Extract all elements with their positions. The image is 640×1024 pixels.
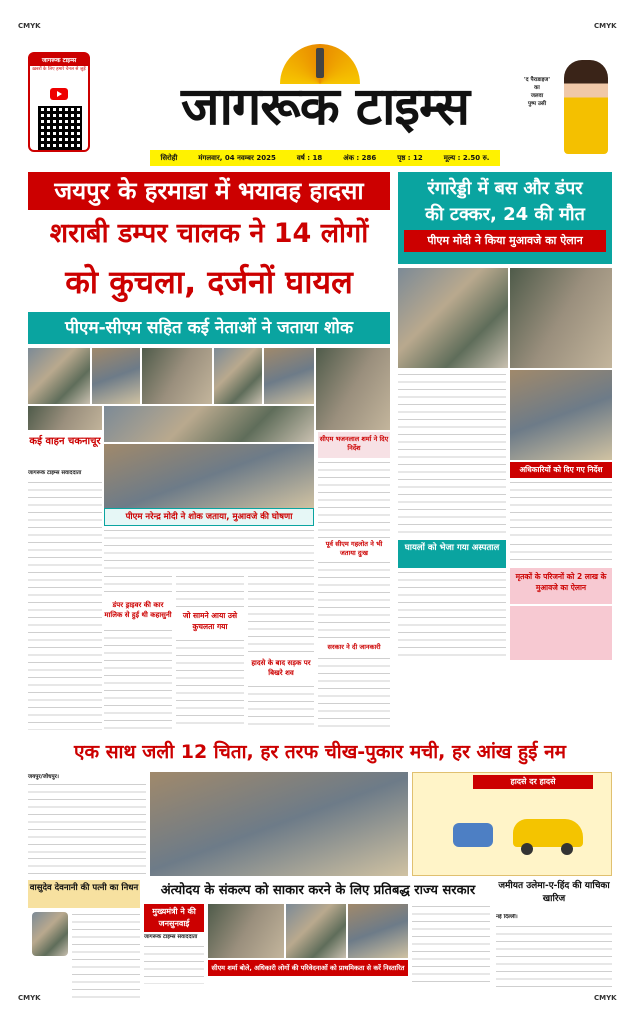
masthead-issue: अंक : 286 xyxy=(343,153,377,162)
youtube-icon xyxy=(50,88,68,100)
lead-side-label: कई वाहन चकनाचूर xyxy=(28,430,102,468)
lead-sub2: जो सामने आया उसे कुचलता गया xyxy=(182,611,238,631)
middle-body-col2 xyxy=(28,856,146,876)
right-body-col3 xyxy=(398,570,506,660)
print-mark-bottom-left: CMYK xyxy=(18,994,41,1002)
right-photo-1 xyxy=(398,268,508,368)
bottom-left-title: वासुदेव देवनानी की पत्नी का निधन xyxy=(28,880,140,908)
right-body-col4 xyxy=(510,542,612,566)
masthead-price: मूल्य : 2.50 रु. xyxy=(443,153,490,162)
print-mark-right: CMYK xyxy=(594,22,617,30)
qr-promo[interactable] xyxy=(28,52,90,152)
right-headline-line2: की टक्कर, 24 की मौत xyxy=(425,204,585,225)
lead-headline-line3: को कुचला, दर्जनों घायल xyxy=(65,263,353,301)
lead-subhead: पीएम-सीएम सहित कई नेताओं ने जताया शोक xyxy=(28,312,390,344)
middle-banner-headline: एक साथ जली 12 चिता, हर तरफ चीख-पुकार मची, हर आंख हुई नम xyxy=(28,736,612,768)
lead-body-col3a xyxy=(176,574,244,608)
lead-body-col1 xyxy=(28,480,102,730)
lead-body-col4a xyxy=(248,574,314,656)
lead-body-col5a xyxy=(318,460,390,538)
lead-photo-5 xyxy=(264,348,314,404)
lead-photo-8 xyxy=(104,406,314,442)
print-mark-left: CMYK xyxy=(18,22,41,30)
lead-photo-1 xyxy=(28,348,90,404)
cartoon-box xyxy=(412,772,612,876)
ad-banner[interactable] xyxy=(512,56,612,156)
lead-body-col2b xyxy=(104,628,172,730)
right-headline-line1: रंगारेड्डी में बस और डंपर xyxy=(427,178,583,199)
lead-body-col5c xyxy=(318,656,390,730)
lead-byline: जागरूक टाइम्स संवाददाता xyxy=(28,470,82,476)
bottom-center-caption: सीएम शर्मा बोले, अधिकारी लोगों की परिवेदनाओं को प्राथमिकता से करें निस्तारित xyxy=(208,960,408,976)
right-photo-3 xyxy=(510,370,612,460)
lead-sub3: हादसे के बाद सड़क पर बिखरे शव xyxy=(251,659,311,677)
ad-tagline: 'द पैराडाइज' का जलवा पुष्प उसी xyxy=(523,77,551,107)
lead-photo-6 xyxy=(316,348,390,430)
cartoon-scooter-icon xyxy=(453,823,493,847)
lead-body-col2a xyxy=(104,574,172,598)
masthead-year: वर्ष : 18 xyxy=(296,153,323,162)
bottom-right-dateline: नई दिल्ली। xyxy=(496,914,518,920)
qr-code-icon xyxy=(38,106,82,150)
middle-dateline: जयपुर/जोधपुर। xyxy=(28,774,59,780)
lead-cm-box: सीएम भजनलाल शर्मा ने दिए निर्देश xyxy=(318,432,390,458)
bottom-left-text xyxy=(72,912,140,1000)
qr-text: ख़बरों के लिए हमारे चैनल से जुड़ें xyxy=(32,67,86,72)
lead-gehlot-box: पूर्व सीएम गहलोत ने भी जताया दुःख xyxy=(325,540,383,557)
bottom-cm-label: मुख्यमंत्री ने की जनसुनवाई xyxy=(144,904,204,932)
lead-body-col4b xyxy=(248,684,314,730)
lead-pm-box: पीएम नरेन्द्र मोदी ने शोक जताया, मुआवजे की घोषणा xyxy=(104,508,314,526)
right-body-col2 xyxy=(510,480,612,540)
bottom-photo-1 xyxy=(208,904,284,958)
print-mark-bottom-right: CMYK xyxy=(594,994,617,1002)
ad-model-image xyxy=(564,60,608,154)
right-photo-2 xyxy=(510,268,612,368)
right-relief-text xyxy=(510,606,612,660)
bottom-byline: जागरूक टाइम्स संवाददाता xyxy=(144,934,198,940)
bottom-center-text1 xyxy=(144,944,204,984)
lead-body-col5b xyxy=(318,560,390,640)
right-relief-box: मृतकों के परिजनों को 2 लाख के मुआवजे का ऐलान xyxy=(510,568,612,604)
right-subhead: पीएम मोदी ने किया मुआवजे का ऐलान xyxy=(404,230,606,252)
bottom-center-title: अंत्योदय के संकल्प को साकार करने के लिए प्रतिबद्ध राज्य सरकार xyxy=(160,883,476,898)
lead-crowd-photo xyxy=(104,444,314,508)
lead-photo-3 xyxy=(142,348,212,404)
lead-sub4: सरकार ने दी जानकारी xyxy=(327,643,381,651)
right-headline-box xyxy=(398,172,612,264)
middle-funeral-photo xyxy=(150,772,408,876)
right-injured-box: घायलों को भेजा गया अस्पताल xyxy=(398,540,506,568)
lead-photo-4 xyxy=(214,348,262,404)
right-officers-box: अधिकारियों को दिए गए निर्देश xyxy=(510,462,612,478)
lead-headline-line1: जयपुर के हरमाडा में भयावह हादसा xyxy=(28,172,390,210)
masthead-title: जागरूक टाइम्स xyxy=(180,77,470,137)
lead-body-col3b xyxy=(176,638,244,730)
bottom-right-title: जमीयत उलेमा-ए-हिंद की याचिका खारिज xyxy=(496,880,612,912)
lead-pm-text xyxy=(104,528,314,572)
masthead-pages: पृष्ठ : 12 xyxy=(397,153,423,162)
lead-headline-line2: शराबी डम्पर चालक ने 14 लोगों xyxy=(49,218,369,249)
bottom-center-text2 xyxy=(412,904,490,988)
cartoon-title: हादसे दर हादसे xyxy=(473,775,593,789)
middle-body-col1 xyxy=(28,782,146,854)
bottom-photo-2 xyxy=(286,904,346,958)
lead-sub1: डंपर ड्राइवर की कार मालिक से हुई थी कहासुनी xyxy=(104,601,172,619)
masthead-infobar xyxy=(150,150,500,166)
bottom-right-text xyxy=(496,924,612,988)
masthead-city: सिरोही xyxy=(160,153,178,162)
masthead-date: मंगलवार, 04 नवम्बर 2025 xyxy=(198,153,276,162)
bottom-photo-3 xyxy=(348,904,408,958)
qr-brand: जागरूक टाइम्स xyxy=(30,54,88,66)
right-body-col1 xyxy=(398,372,506,536)
bottom-left-photo xyxy=(32,912,68,956)
lead-photo-2 xyxy=(92,348,140,404)
